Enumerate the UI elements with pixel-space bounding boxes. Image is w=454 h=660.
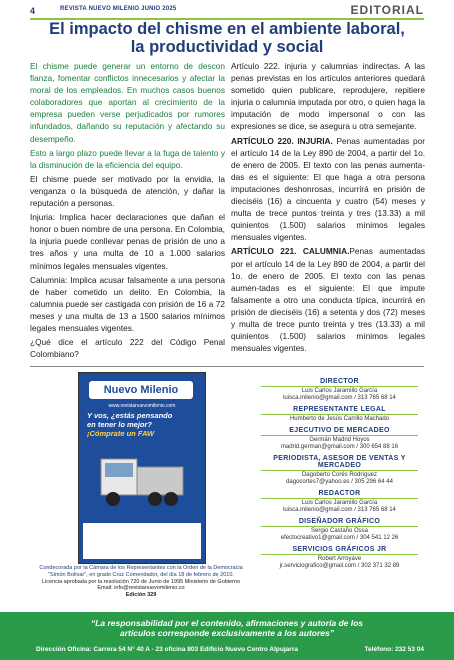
- role-underline: [261, 498, 418, 499]
- staff-role: SERVICIOS GRÁFICOS JR: [292, 546, 387, 553]
- ad-url: www.revistanuevomilenio.com: [108, 403, 176, 409]
- paragraph: Esto a largo plazo puede llevar a la fuga de talento y la disminución de la eficiencia del equipo.: [30, 147, 225, 170]
- page-header: [0, 0, 454, 20]
- article-title: [20, 20, 434, 56]
- paragraph: [231, 245, 425, 354]
- slogan-line: en tener lo mejor?: [87, 420, 153, 429]
- caption-edition: Edición 329: [125, 592, 157, 599]
- right-column: [231, 60, 425, 356]
- staff-entry: [255, 406, 424, 423]
- section-title: EDITORIAL: [350, 3, 424, 17]
- magazine-logo: Nuevo Milenio: [89, 381, 193, 399]
- staff-role: REPRESENTANTE LEGAL: [293, 406, 386, 413]
- staff-role: DIRECTOR: [320, 378, 359, 385]
- staff-name: Humberto de Jesús Carrillo Machado: [289, 416, 390, 422]
- role-underline: [261, 470, 418, 471]
- office-address: Dirección Oficina: Carrera 54 N° 40 A - 23 oficina 803 Edificio Nuevo Centro Alpujarra: [36, 646, 298, 653]
- staff-name: Dagoberto Corés Rodríguez: [301, 472, 378, 478]
- article-220-text: Penas aumentadas por el artículo 14 de la Ley 890 de 2004, a partir del 1o. de enero de 2005. El texto con las penas aumenta-das es el siguiente: El que haga a otra persona imputaciones deshonrosas, incurrirá en prisión de dieciséis (16) a cincuenta y cuatro (54) meses y multa de trece puntos treinta y tres (13.33) a mil quinientos (1.500) salarios mínimos legales mensuales vigentes.: [231, 135, 425, 243]
- staff-role: DISEÑADOR GRÁFICO: [298, 518, 381, 525]
- magazine-name: REVISTA NUEVO MILENIO JUNIO 2025: [60, 6, 177, 12]
- role-underline: [261, 414, 418, 415]
- magazine-caption: [30, 565, 252, 599]
- role-underline: [261, 554, 418, 555]
- paragraph: [231, 135, 425, 244]
- role-underline: [261, 435, 418, 436]
- staff-contact[interactable]: luisca.milenio@gmail.com / 313 765 68 14: [283, 507, 396, 513]
- truck-icon: [99, 453, 185, 513]
- caption-license: Licencia aprobada por la resolución 720 de Junio de 1995 Ministerio de Gobierno: [41, 578, 241, 585]
- staff-contact[interactable]: jr.serviciografico@gmail.com / 302 371 32 89: [279, 563, 400, 569]
- office-phone: Teléfono: 232 53 04: [364, 646, 424, 653]
- ad-slogan: [87, 411, 197, 438]
- staff-name: Robert Arroyave: [317, 556, 362, 562]
- staff-entry: [255, 455, 424, 486]
- disclaimer: [30, 618, 424, 638]
- article-221-heading: ARTÍCULO 221. CALUMNIA.: [231, 246, 350, 257]
- caption-email: Email: info@revistanuevomilenio.co: [97, 585, 185, 592]
- staff-role: REDACTOR: [318, 490, 361, 497]
- paragraph: El chisme puede ser motivado por la envidia, la venganza o la búsqueda de atención, y dañar la reputación a personas.: [30, 173, 225, 209]
- staff-entry: [255, 427, 424, 451]
- staff-name: Luis Carlos Jaramillo García: [301, 388, 378, 394]
- advertisement[interactable]: [78, 372, 206, 564]
- paragraph: Calumnia: Implica acusar falsamente a una persona de haber cometido un delito. En Colombia, la calumnia puede ser castigada con prisión de 16 a 72 meses y una multa de 13 a 1500 salarios mínimos legales mensuales vigentes.: [30, 274, 225, 333]
- staff-contact[interactable]: luisca.milenio@gmail.com / 313 765 68 14: [283, 395, 396, 401]
- staff-name: Sergio Castaño Ossa: [310, 528, 369, 534]
- paragraph: ¿Qué dice el artículo 222 del Código Penal Colombiano?: [30, 337, 225, 360]
- role-underline: [261, 526, 418, 527]
- staff-entry: [255, 546, 424, 570]
- section-divider: [30, 366, 424, 367]
- left-column: [30, 60, 225, 362]
- slogan-line: ¡Cómprate un FAW: [87, 429, 155, 438]
- staff-name: Germán Madrid Hoyos: [309, 437, 370, 443]
- paragraph: Artículo 222. injuria y calumnias indirectas. A las penas previstas en los artículos anteriores quedará sometido quien publicare, reprodujere, repitiere injuria o calumnia imputada por otro, o quien haga la imputación de modo impersonal o con las expresiones se dice, se asegura u otra semejante.: [231, 61, 425, 132]
- title-line-1: El impacto del chisme en el ambiente laboral,: [49, 20, 405, 38]
- title-line-2: la productividad y social: [130, 38, 324, 56]
- article-220-heading: ARTÍCULO 220. INJURIA.: [231, 135, 333, 146]
- paragraph: El chisme puede generar un entorno de descon fianza, fomentar conflictos innecesarios y afectar la moral de los empleados. En muchos casos buenos colaboradores que aportan al crecimiento de la empresa pueden verse perjudicados por rumores infundados, dañando su reputación y afectando su desempeño.: [30, 61, 225, 144]
- disclaimer-line: “La responsabilidad por el contenido, afirmaciones y autoría de los: [90, 618, 364, 628]
- staff-entry: [255, 518, 424, 542]
- staff-contact[interactable]: madrid.german@gmail.com / 300 654 88 16: [280, 444, 399, 450]
- article-221-text: Penas aumentadas por el artículo 14 de la Ley 890 de 2004, a partir del 1o. de enero de 2005. El texto con las penas aumen-tadas es el siguiente: El que impute falsamente a otro una conducta típica, incurrirá en prisión de dieciséis (16) a setenta y dos (72) meses y multa de trece punto treinta y tres (13.33) a mil quinientos (1.500) salarios mínimos legales mensuales vigentes.: [231, 246, 425, 354]
- staff-role: PERIODISTA, ASESOR DE VENTAS Y MERCADEO: [273, 455, 406, 469]
- role-underline: [261, 386, 418, 387]
- paragraph: Injuria: Implica hacer declaraciones que dañan el honor o buen nombre de una persona. En Colombia, la injuria puede conllevar penas de prisión de uno a tres años y una multa de 10 a 1.000 salarios mínimos legales mensuales vigentes.: [30, 212, 225, 271]
- staff-contact[interactable]: efectocreativo1@gmail.com / 304 541 12 26: [280, 535, 399, 541]
- staff-directory: [255, 374, 424, 570]
- staff-entry: [255, 378, 424, 402]
- staff-contact[interactable]: dagocortes7@yahoo.es / 305 296 64 44: [286, 479, 393, 485]
- disclaimer-line: artículos corresponde exclusivamente a los autores”: [120, 628, 334, 638]
- slogan-line: Y vos, ¿estás pensando: [87, 411, 173, 420]
- ad-dealer-box: [83, 523, 201, 559]
- staff-entry: [255, 490, 424, 514]
- staff-name: Luis Carlos Jaramillo García: [301, 500, 378, 506]
- page-number: 4: [30, 6, 36, 16]
- page-footer: [0, 612, 454, 660]
- caption-award: Condecorada por la Cámara de los Representantes con la Orden de la Democracia "Simón Bolívar", en grado Cruz Comendador, del día 18 de febrero de 2010.: [39, 565, 243, 578]
- staff-role: EJECUTIVO DE MERCADEO: [289, 427, 390, 434]
